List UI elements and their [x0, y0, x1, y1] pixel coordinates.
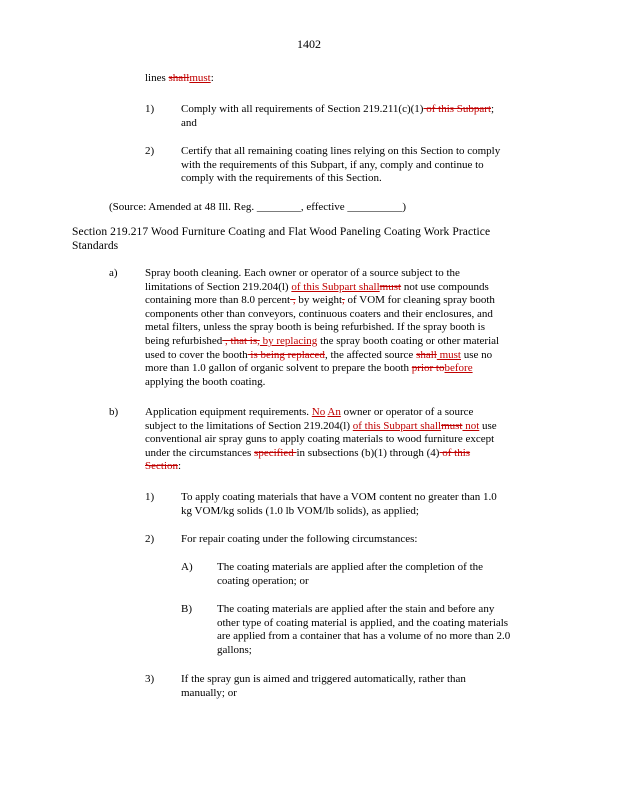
inserted-text: of this Subpart shall — [352, 419, 442, 432]
item-line: other type of coating material is applied, and the coating materials — [217, 616, 509, 629]
deleted-text: specified — [254, 446, 297, 459]
para-line: more than 1.0 gallon of organic solvent to prepare the booth prior tobefore — [145, 362, 473, 375]
para-line: subject to the limitations of Section 219.204(l) of this Subpart shallmust not use — [145, 419, 497, 432]
deleted-text: must — [441, 419, 463, 432]
deleted-text: , — [342, 294, 345, 307]
heading-line: Section 219.217 Wood Furniture Coating and Flat Wood Paneling Coating Work Practice — [72, 226, 491, 238]
deleted-text: of this — [439, 446, 471, 459]
inserted-text: An — [327, 406, 341, 418]
inserted-text: No — [311, 406, 326, 418]
inserted-text: by replacing — [259, 334, 318, 347]
list-item — [181, 103, 541, 130]
item-number: 2) — [145, 533, 155, 545]
date-blank: __________ — [347, 201, 403, 213]
list-item — [217, 603, 577, 657]
paragraph-b — [145, 406, 545, 474]
inserted-text: not — [462, 419, 480, 432]
item-line: If the spray gun is aimed and triggered automatically, rather than — [181, 673, 466, 685]
item-line: are applied from a container that has a volume of no more than 2.0 — [217, 630, 511, 643]
item-line: comply with the requirements of this Section. — [181, 172, 382, 185]
deleted-text: is being replaced — [247, 348, 325, 361]
item-number: 2) — [145, 145, 155, 157]
list-item — [181, 673, 561, 700]
item-text: Comply with all requirements of Section 219.211(c)(1) — [181, 103, 424, 115]
source-prefix: (Source: Amended at 48 Ill. Reg. — [109, 201, 257, 213]
para-line: Application equipment requirements. No An owner or operator of a source — [145, 406, 474, 418]
item-number: b) — [109, 406, 119, 418]
list-item — [181, 491, 561, 518]
item-line: The coating materials are applied after the stain and before any — [217, 603, 495, 615]
source-mid: , effective — [300, 201, 348, 213]
item-number: 3) — [145, 673, 155, 685]
item-line: The coating materials are applied after the completion of the — [217, 561, 484, 573]
inserted-text: of this Subpart shall — [291, 280, 380, 293]
deleted-text: must — [379, 280, 402, 293]
paragraph-a — [145, 267, 545, 389]
para-line: being refurbished , that is, by replacing the spray booth coating or other material — [145, 334, 500, 347]
intro-suffix: : — [210, 72, 214, 84]
deleted-text: of this Subpart — [423, 103, 491, 115]
intro-prefix: lines — [145, 72, 169, 84]
deleted-text: , — [290, 294, 296, 307]
para-line: metal filters, unless the spray booth is being refurbished. If the spray booth is — [145, 321, 486, 334]
para-line: Section: — [145, 460, 182, 473]
deleted-text: , that is, — [222, 334, 260, 347]
item-punct: ; — [491, 103, 495, 115]
para-line: containing more than 8.0 percent , by weight, of VOM for cleaning spray booth — [145, 294, 495, 307]
list-item — [217, 561, 577, 588]
item-line: gallons; — [217, 643, 252, 656]
item-number: a) — [109, 267, 118, 279]
para-line: applying the booth coating. — [145, 375, 266, 388]
item-line: kg VOM/kg solids (1.0 lb VOM/lb solids), as applied; — [181, 504, 419, 517]
source-suffix: ) — [402, 201, 407, 213]
intro-line — [145, 72, 214, 86]
date-blank: ________ — [256, 201, 301, 213]
heading-line: Standards — [72, 239, 119, 252]
inserted-text: must — [189, 72, 211, 84]
para-line: Spray booth cleaning. Each owner or operator of a source subject to the — [145, 267, 460, 279]
para-line: conventional air spray guns to apply coating materials to wood furniture except — [145, 433, 495, 446]
inserted-text: must — [436, 348, 461, 361]
deleted-text: Section — [145, 460, 178, 473]
inserted-text: before — [444, 362, 473, 375]
para-line: limitations of Section 219.204(l) of this Subpart shallmust not use compounds — [145, 280, 489, 293]
item-line: To apply coating materials that have a VOM content no greater than 1.0 — [181, 491, 497, 503]
section-heading — [72, 226, 572, 253]
item-line: For repair coating under the following circumstances: — [181, 533, 418, 545]
deleted-text: prior to — [411, 362, 445, 375]
deleted-text: shall — [168, 72, 190, 84]
para-line: used to cover the booth is being replaced, the affected source shall must use no — [145, 348, 493, 361]
item-line: with the requirements of this Subpart, if any, comply and continue to — [181, 158, 484, 171]
para-line: components other than conveyors, continuous coaters and their enclosures, and — [145, 307, 493, 320]
item-line: Certify that all remaining coating lines relying on this Section to comply — [181, 145, 501, 157]
list-item — [181, 145, 541, 186]
item-number: 1) — [145, 103, 155, 115]
item-number: 1) — [145, 491, 155, 503]
item-number: B) — [181, 603, 192, 615]
page-number: 1402 — [297, 37, 321, 51]
para-line: under the circumstances specified in subsections (b)(1) through (4) of this — [145, 446, 471, 459]
item-line: manually; or — [181, 686, 237, 699]
deleted-text: shall — [416, 348, 437, 361]
list-item — [181, 533, 561, 547]
item-line: and — [181, 116, 197, 129]
source-note — [109, 201, 406, 215]
item-line: coating operation; or — [217, 574, 309, 587]
item-line — [181, 103, 541, 117]
item-number: A) — [181, 561, 193, 573]
